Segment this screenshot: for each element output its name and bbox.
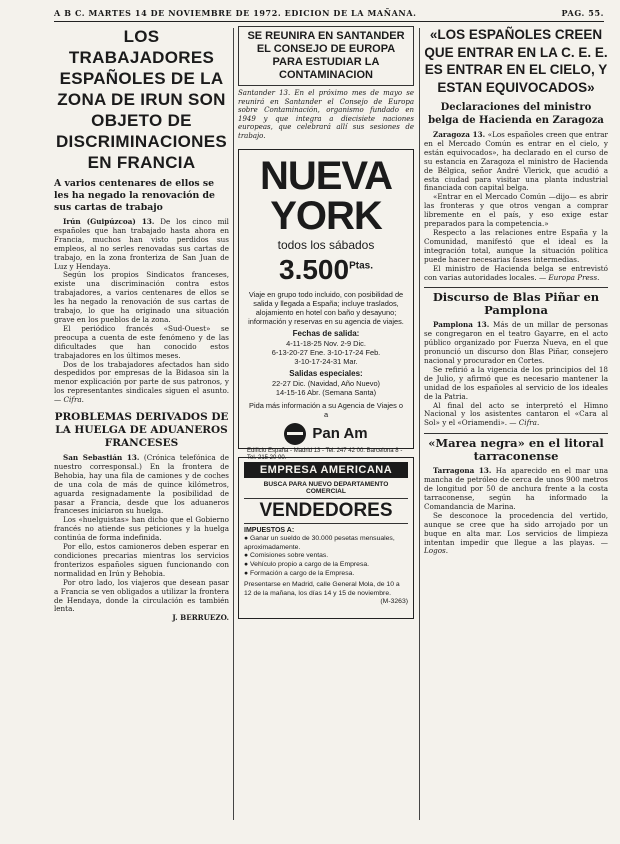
dateline: Tarragona 13. [433, 466, 492, 476]
byline: Europa Press. [548, 272, 600, 282]
paragraph: Se refirió a la vigencia de los principios del 18 de Julio, y afirmó que es necesario mantener la unidad de los españoles al servicio de los ideales de la Patria. [424, 364, 608, 401]
special-title: Salidas especiales: [289, 368, 363, 378]
brand-logo [247, 423, 405, 445]
paragraph: Se desconoce la procedencia del vertido, aunque se cree que ha sido arrojado por un buque en alta mar. Los servicios de limpieza intentan impedir que llegue a las playas. [424, 510, 608, 547]
ad-price [247, 254, 405, 286]
column-divider [419, 28, 420, 820]
paragraph: Dos de los trabajadores afectados han sido despedidos por empresas de la Bidasoa sin la menor explicación por parte de sus patronos, y los representantes sindicales siguen el asunto. [54, 359, 229, 396]
ad-body: Viaje en grupo todo incluido, con posibilidad de salida y llegada a España; incluye traslados, alojamiento en hotel con baño y desayuno; información y reservas en su agencia de viajes. [248, 289, 404, 326]
company-banner: EMPRESA AMERICANA [244, 462, 408, 478]
ad-subtitle: todos los sábados [277, 237, 375, 252]
headline: LOS TRABAJADORES ESPAÑOLES DE LA ZONA DE IRUN SON OBJETO DE DISCRIMINACIONES EN FRANCIA [55, 27, 228, 172]
offer-item: ● Comisiones sobre ventas. [244, 552, 329, 560]
section-rule [424, 287, 608, 288]
offer-text: Ganar un sueldo de 30.000 pesetas mensuales, aproximadamente. [244, 535, 395, 551]
offer-item: ● Ganar un sueldo de 30.000 pesetas mensuales, aproximadamente. [244, 535, 395, 551]
dates-title: Fechas de salida: [292, 328, 360, 338]
travel-advertisement [238, 149, 414, 461]
byline: Cifra. [63, 395, 84, 405]
globe-icon [284, 423, 306, 445]
special-dates: 14-15-16 Abr. (Semana Santa) [275, 387, 377, 397]
special-dates: 22-27 Dic. (Navidad, Año Nuevo) [271, 378, 381, 388]
paragraph: El ministro de Hacienda belga se entrevistó con varias autoridades locales. [424, 263, 608, 282]
right-column [424, 26, 608, 556]
brand-name: Pan Am [312, 425, 368, 443]
price-unit: Ptas. [349, 260, 373, 272]
section-heading: Discurso de Blas Piñar en Pamplona [432, 290, 600, 318]
center-column [238, 26, 414, 619]
paragraph: Por otro lado, los viajeros que desean pasar a Francia se ven obligados a utilizar la frontera de Hendaya, donde la circulación es también lenta. [54, 577, 229, 614]
paragraph: «Entrar en el Mercado Común —dijo— es abrir las fronteras y que otros vengan a comprar libremente en el país, y eso exige estar preparados para la competencia.» [424, 192, 608, 229]
offer-text: Vehículo propio a cargo de la Empresa. [250, 560, 370, 568]
paragraph: El periódico francés «Sud-Ouest» se preocupa a cuenta de este fenómeno y de las dificultades que han conocido estos trabajadores en los últimos meses. [54, 323, 229, 360]
price-value: 3.500 [279, 253, 350, 285]
offers-title: IMPUESTOS A: [244, 526, 295, 534]
job-advertisement [238, 457, 414, 619]
job-title: VENDEDORES [244, 498, 408, 524]
dateline: Zaragoza 13. [433, 130, 486, 139]
article-body [54, 454, 229, 623]
page-number: PAG. 55. [561, 7, 604, 18]
article-body: Pamplona 13. Más de un millar de personas se congregaron en el teatro Gayarre, en el acto público organizado por Fuerza Nueva, en el que pronunció un discurso don Blas Piñar, consejero nacional y procurador en Cortes. Se refirió a la vigencia de los principios del 18 de Julio, y afirmó que es necesario mantener la unidad de los españoles al servicio de los ideales de la Patria. Al final del acto se interpretó el Himno Nacional y los asistentes cantaron el «Cara al Sol» y el «Oriamendi». — Cifra. [424, 320, 608, 428]
page-header [54, 4, 604, 22]
dates: 3-10-17-24-31 Mar. [294, 356, 358, 366]
ad-title-line1: NUEVA [259, 153, 393, 198]
headline: «LOS ESPAÑOLES CREEN QUE ENTRAR EN LA C. E. E. ES ENTRAR EN EL CIELO, Y ESTAN EQUIVOCADOS» [424, 27, 608, 95]
offer-item: ● Vehículo propio a cargo de la Empresa. [244, 560, 370, 568]
dateline: Irún (Guipúzcoa) 13. [63, 217, 155, 226]
paragraph: Respecto a las relaciones entre España y la Comunidad, manifestó que el ideal es la integración total, aunque la situación política puede hacer necesarias fases intermedias. [424, 227, 608, 264]
boxed-article-text: Santander 13. En el próximo mes de mayo se reunirá en Santander el Consejo de Europa sobre Contaminación, organismo fundado en 1949 y que integra a diecisiete naciones europeas, que celebrará allí sus sesiones de trabajo. [238, 89, 414, 140]
byline: Cifra. [518, 418, 540, 428]
paragraph: Al final del acto se interpretó el Himno Nacional y los asistentes cantaron el «Cara al Sol» y el «Oriamendi». [424, 400, 608, 428]
article-body: Zaragoza 13. «Los españoles creen que entrar en el Mercado Común es entrar en el cielo, y están equivocados», ha declarado en el curso de su estancia en Zaragoza el ministro de Hacienda de Bélgica, señor André Vlerick, que acudió a esta ciudad para visitar una planta industrial financiada con capital belga. «Entrar en el Mercado Común —dijo— es abrir las fronteras y que otros vengan a comprar libremente en el país, y eso exige estar preparados para la competencia.» Respecto a las relaciones entre España y la Comunidad, manifestó que el ideal es la integración total, aunque la situación política puede hacer necesarias fases intermedias. El ministro de Hacienda belga se entrevistó con varias autoridades locales. — Europa Press. [424, 130, 608, 282]
job-contact: Presentarse en Madrid, calle General Mola, de 10 a 12 de la mañana, los días 14 y 15 de noviembre. [244, 581, 400, 597]
paragraph: Por ello, estos camioneros deben esperar en condiciones precarias mientras los servicios fronterizos españoles siguen funcionando con normalidad en Irún y Behobia. [54, 542, 229, 578]
offer-text: Comisiones sobre ventas. [250, 552, 329, 560]
job-reference: (M-3263) [380, 598, 408, 606]
section-rule [424, 433, 608, 434]
dateline: Pamplona 13. [433, 320, 490, 330]
subheadline: A varios centenares de ellos se les ha negado la renovación de sus cartas de trabajo [54, 178, 215, 213]
paragraph: «Los españoles creen que entrar en el Mercado Común es entrar en el cielo, y están equivocados», ha declarado en el curso de su estancia en Zaragoza el ministro de Hacienda de Bélgica, señor André Vlerick, que acudió a esta ciudad para visitar una planta industrial financiada con capital belga. [424, 130, 608, 193]
paragraph: Los «huelguistas» han dicho que el Gobierno francés no atiende sus peticiones y la huelga continúa de forma indefinida. [54, 515, 229, 543]
offer-item: ● Formación a cargo de la Empresa. [244, 569, 355, 577]
paragraph: Ha aparecido en el mar una mancha de petróleo de cerca de unos 900 metros de longitud por 50 de anchura frente a la costa tarraconense, según ha informado la Comandancia de Marina. [424, 466, 608, 511]
subheadline: Declaraciones del ministro belga de Hacienda en Zaragoza [428, 102, 604, 126]
paragraph: Más de un millar de personas se congregaron en el teatro Gayarre, en el acto público organizado por Fuerza Nueva, en el que pronunció un discurso don Blas Piñar, consejero nacional y procurador en Cortes. [424, 320, 608, 366]
section-heading: «Marea negra» en el litoral tarraconense [428, 436, 604, 464]
byline: J. BERRUEZO. [172, 613, 229, 623]
paragraph: (Crónica telefónica de nuestro corresponsal.) En la frontera de Behobia, hay una fila de camiones y de coches de una cola de más de quince kilómetros, aguarda resignadamente la posibilidad de pasar a Francia, desde que los aduaneros franceses iniciaron su huelga. [54, 453, 229, 516]
dates: 6-13-20-27 Ene. 3-10-17-24 Feb. [271, 347, 381, 357]
offer-text: Formación a cargo de la Empresa. [250, 569, 355, 577]
ad-title-line2: YORK [270, 193, 382, 238]
paragraph: De los cinco mil españoles que han trabajado hasta ahora en Francia, muchos han visto perdidos sus empleos, al no serles renovadas sus cartas de trabajo, en la zona fronteriza de San Juan de Luz y Hendaya. [54, 217, 229, 271]
paragraph: Según los propios Sindicatos franceses, existe una discriminación contra estos trabajadores, a varios centenares de ellos se les ha negado la renovación de sus cartas de trabajo, lo que ha originado una situación grave en los pueblos de la zona. [54, 270, 229, 324]
article-body: Tarragona 13. Ha aparecido en el mar una mancha de petróleo de cerca de unos 900 metros de longitud por 50 de anchura frente a la costa tarraconense, según ha informado la Comandancia de Marina. Se desconoce la procedencia del vertido, aunque se cree que ha sido arrojado por un buque en alta mar. Los servicios de limpieza intentan impedir que llegue a las playas. — Logos. [424, 466, 608, 556]
dateline: San Sebastián 13. [63, 453, 140, 463]
column-divider [233, 28, 234, 820]
headline-box: SE REUNIRA EN SANTANDER EL CONSEJO DE EUROPA PARA ESTUDIAR LA CONTAMINACION [238, 26, 414, 86]
job-body [244, 527, 408, 607]
section-heading: PROBLEMAS DERIVADOS DE LA HUELGA DE ADUANEROS FRANCESES [54, 411, 229, 450]
ad-footer: Edificio España - Madrid 13 - Tel. 247 42 00. Barcelona 8 - Tel. 215 20 00. [247, 447, 403, 461]
article-body: Irún (Guipúzcoa) 13. De los cinco mil españoles que han trabajado hasta ahora en Francia, muchos han visto perdidos sus empleos, al no serles renovadas sus cartas de trabajo, en la zona fronteriza de San Juan de Luz y Hendaya. Según los propios Sindicatos franceses, existe una discriminación contra estos trabajadores, a varios centenares de ellos se les ha negado la renovación de sus cartas de trabajo, lo que ha originado una situación grave en los pueblos de la zona. El periódico francés «Sud-Ouest» se preocupa a cuenta de este fenómeno y de las dificultades que han conocido estos trabajadores en los últimos meses. Dos de los trabajadores afectados han sido despedidos por empresas de la Bidasoa sin la menor explicación por parte de sus patronos, y los representantes sindicales siguen el asunto. — Cifra. [54, 217, 229, 405]
header-dateline: A B C. MARTES 14 DE NOVIEMBRE DE 1972. EDICION DE LA MAÑANA. [54, 7, 417, 18]
ad-contact: Pida más información a su Agencia de Viajes o a [249, 400, 403, 419]
job-subtitle: BUSCA PARA NUEVO DEPARTAMENTO COMERCIAL [263, 480, 389, 495]
article-irun-workers [54, 26, 229, 623]
dates: 4-11-18-25 Nov. 2-9 Dic. [286, 338, 366, 348]
byline: Logos. [424, 546, 449, 556]
